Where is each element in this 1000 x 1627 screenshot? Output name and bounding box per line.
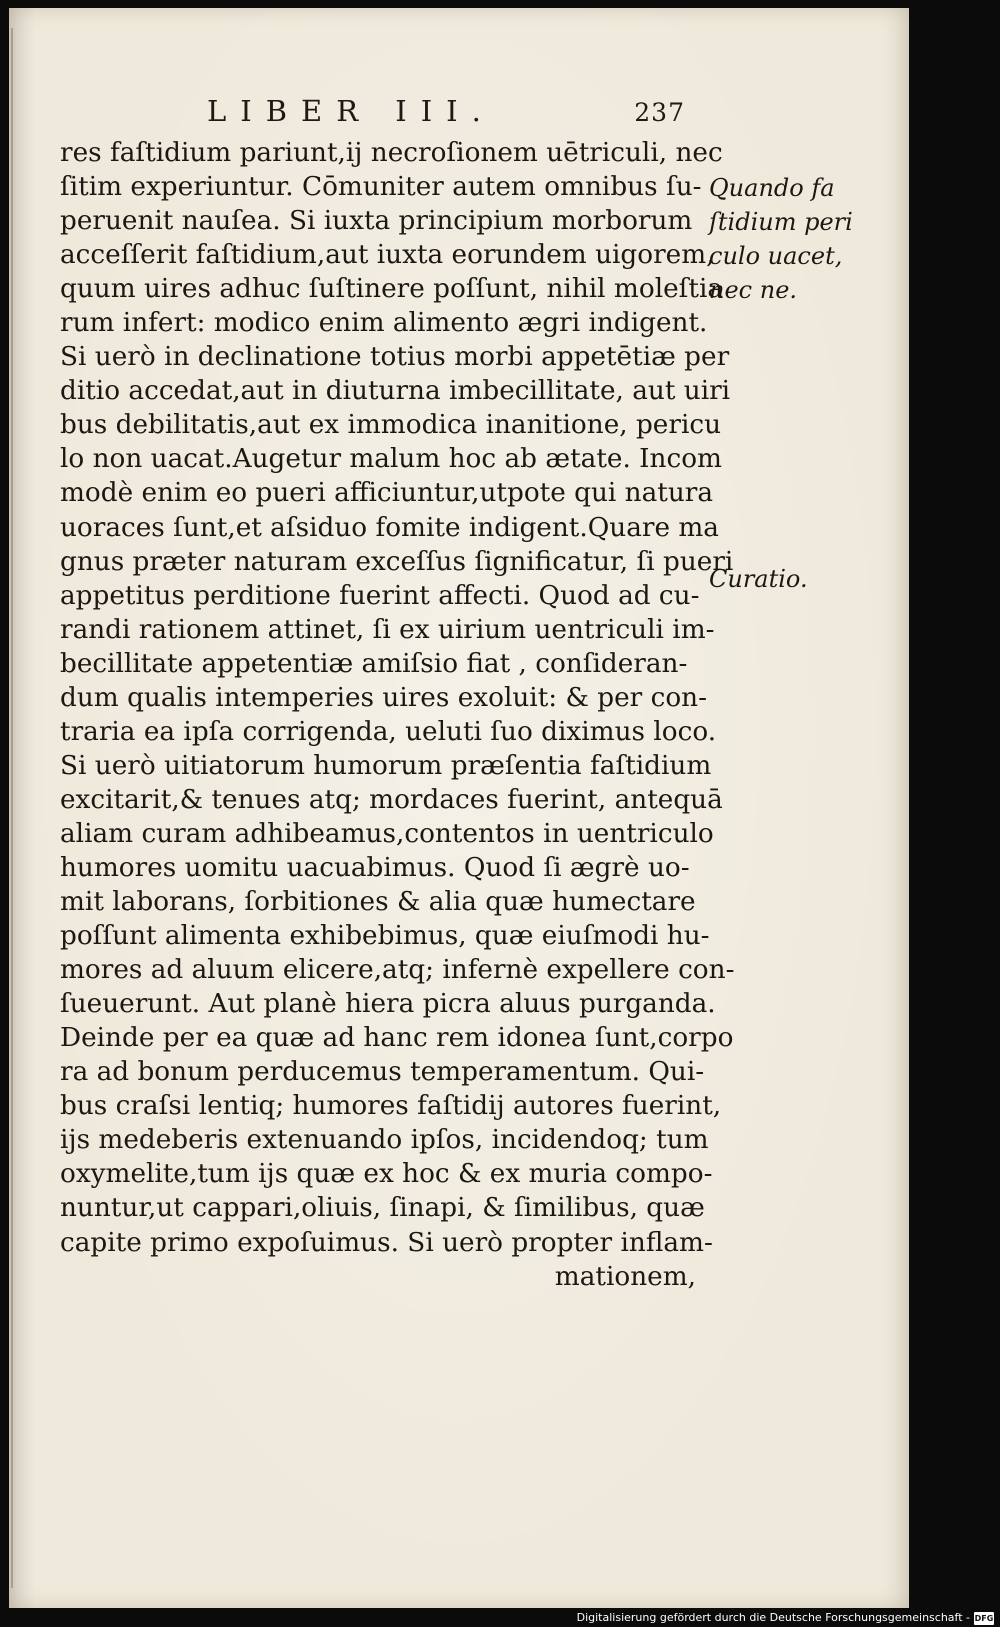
running-head xyxy=(207,94,687,130)
text-line: mores ad aluum elicere,atq; infernè expellere con- xyxy=(60,955,735,986)
page-number: 237 xyxy=(634,98,685,127)
text-line: peruenit nauſea. Si iuxta principium morborum xyxy=(60,206,693,237)
text-line: res faſtidium pariunt,ij necroſionem uētriculi, nec xyxy=(60,138,723,168)
text-line: dum qualis intemperies uires exoluit: & per con- xyxy=(60,682,707,713)
text-line: gnus præter naturam exceſſus ſignificatur, ſi pueri xyxy=(60,546,734,577)
text-line: mit laborans, ſorbitiones & alia quæ humectare xyxy=(60,887,696,918)
text-line: bus craſsi lentiq; humores faſtidij autores fuerint, xyxy=(60,1091,722,1122)
text-line: becillitate appetentiæ amiſsio fiat , conſideran- xyxy=(60,648,688,679)
text-line: ſueuerunt. Aut planè hiera picra aluus purganda. xyxy=(60,989,716,1020)
catchword-line: mationem, xyxy=(554,1261,696,1292)
text-line: rum infert: modico enim alimento ægri indigent. xyxy=(60,308,708,339)
text-line: modè enim eo pueri afficiuntur,utpote qui natura xyxy=(60,478,714,509)
text-line: excitarit,& tenues atq; mordaces fuerint, antequā xyxy=(60,784,723,815)
text-line: aliam curam adhibeamus,contentos in uentriculo xyxy=(60,818,714,849)
text-line: nuntur,ut cappari,oliuis, ſinapi, & ſimilibus, quæ xyxy=(60,1193,705,1224)
text-line: acceſſerit faſtidium,aut iuxta eorundem uigorem, xyxy=(60,240,715,271)
text-line: Si uerò in declinatione totius morbi appetētiæ per xyxy=(60,342,730,373)
marginal-note-fastidium xyxy=(709,171,929,307)
text-line: ditio accedat,aut in diuturna imbecillitate, aut uiri xyxy=(60,376,731,407)
text-line: poſſunt alimenta exhibebimus, quæ eiuſmodi hu- xyxy=(60,921,710,952)
text-line: capite primo expoſuimus. Si uerò propter inflam- xyxy=(60,1227,713,1258)
text-line: traria ea ipſa corrigenda, ueluti ſuo diximus loco. xyxy=(60,716,717,747)
text-line: Si uerò uitiatorum humorum præſentia faſtidium xyxy=(60,750,712,781)
text-line: quum uires adhuc ſuſtinere poſſunt, nihil moleſtia xyxy=(60,274,724,305)
running-head-title: LIBER III. xyxy=(207,94,495,128)
text-line: randi rationem attinet, ſi ex uirium uentriculi im- xyxy=(60,614,715,645)
text-line: humores uomitu uacuabimus. Quod ſi ægrè uo- xyxy=(60,852,690,883)
text-line: oxymelite,tum ijs quæ ex hoc & ex muria compo- xyxy=(60,1159,713,1190)
text-line: ſitim experiuntur. Cōmuniter autem omnibus ſu- xyxy=(60,172,702,203)
footer-bar xyxy=(0,1609,1000,1627)
marginal-note-line: Quando fa xyxy=(709,174,835,202)
text-line: ijs medeberis extenuando ipſos, incidendoq; tum xyxy=(60,1125,709,1156)
marginal-note-curatio xyxy=(709,562,929,596)
page-gutter-shadow xyxy=(11,28,13,1588)
book-page xyxy=(9,8,909,1608)
main-text-block xyxy=(60,136,735,1294)
dfg-logo: DFG xyxy=(974,1614,994,1623)
text-line: uoraces ſunt,et aſsiduo fomite indigent.Quare ma xyxy=(60,512,719,543)
text-line: lo non uacat.Augetur malum hoc ab ætate. Incom xyxy=(60,444,722,475)
text-line: bus debilitatis,aut ex immodica inanitione, pericu xyxy=(60,410,722,441)
marginal-note-line: nec ne. xyxy=(709,276,798,305)
funding-notice: Digitalisierung gefördert durch die Deutsche Forschungsgemeinschaft - xyxy=(576,1611,970,1624)
marginal-note-line: ſtidium peri xyxy=(709,208,853,237)
text-line: appetitus perditione fuerint affecti. Quod ad cu- xyxy=(60,580,700,611)
text-line: ra ad bonum perducemus temperamentum. Qui- xyxy=(60,1057,705,1088)
marginal-note-line: Curatio. xyxy=(709,565,808,593)
text-line: Deinde per ea quæ ad hanc rem idonea ſunt,corpo xyxy=(60,1023,734,1054)
marginal-note-line: culo uacet, xyxy=(709,242,843,271)
